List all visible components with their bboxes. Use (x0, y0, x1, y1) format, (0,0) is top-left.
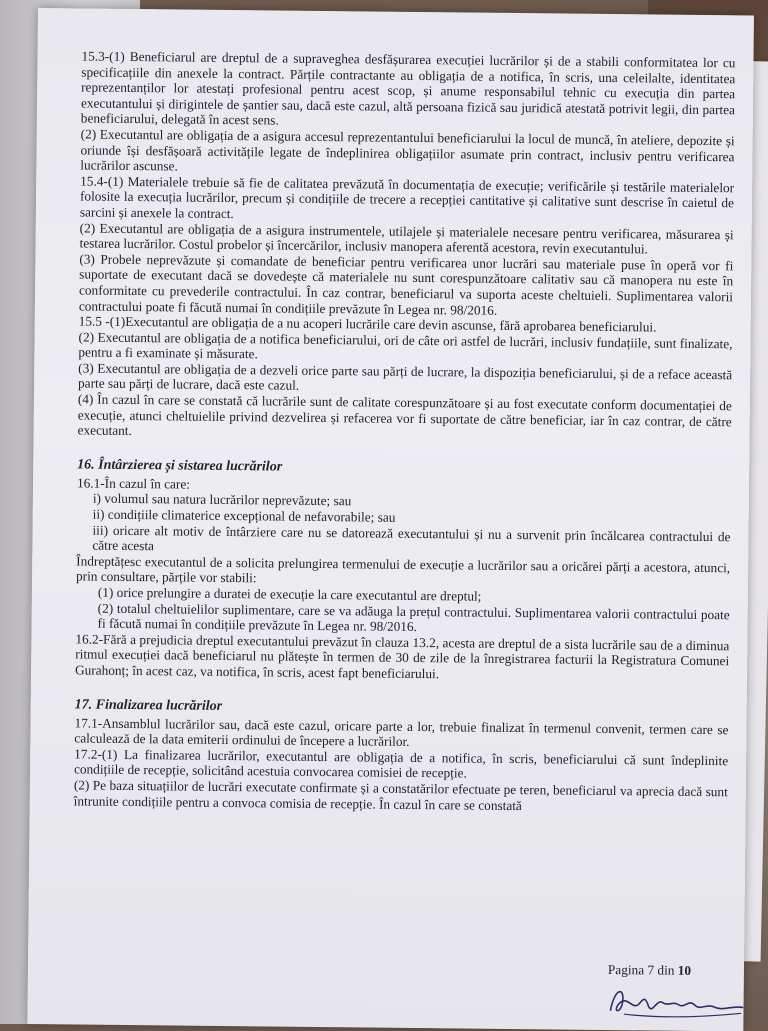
paragraph-15-5-4: (4) În cazul în care se constată că lucrările sunt de calitate corespunzătoare și au fost executate conform documentației de execuție, atunci cheltuielile privind dezvelirea și refacerea vor fi suportate de către beneficiar, iar în caz contrar, de către executant. (77, 391, 732, 439)
paragraph-16-1-body: Îndreptățesc executantul de a solicita prelungirea termenului de execuție a lucrărilor sau a oricărei părți a acestora, atunci, prin consultare, părțile vor stabili: (75, 553, 731, 586)
paragraph-17-1: 17.1-Ansamblul lucrărilor sau, dacă este cazul, oricare parte a lor, trebuie finalizat în termenul convenit, termen care se calculează de la data emiterii ordinului de începere a lucrărilor. (74, 714, 729, 750)
paragraph-16-2: 16.2-Fără a prejudicia dreptul executantului prevăzut în clauza 13.2, acesta are dreptul de a sista lucrările sau de a diminua ritmul execuției dacă beneficiarul nu plătește în termen de 30 de zile de la înregistrarea facturii la Registratura Comunei Gurahonț; în acest caz, va notifica, în scris, acest fapt beneficiarului. (74, 631, 730, 682)
paragraph-17-2-1: 17.2-(1) La finalizarea lucrărilor, executantul are obligația de a notifica, în scris, beneficiarului că sunt îndeplinite condițiile de recepție, solicitând acestuia convocarea comisiei de recepție. (73, 746, 729, 781)
paragraph-15-5-1: 15.5 -(1)Executantul are obligația de a nu acoperi lucrările care devin ascunse, fără aprobarea beneficiarului. (78, 313, 657, 335)
page-number-footer (608, 962, 691, 979)
page-label: Pagina (607, 962, 645, 978)
document-page (27, 8, 754, 1031)
list-item-16-2: (2) totalul cheltuielilor suplimentare, care se va adăuga la prețul contractului. Suplimentarea valorii contractului poate fi făcută numai în condițiile prevăzute în Legea nr. 98/2016. (97, 600, 730, 635)
handwritten-signature (602, 980, 752, 1022)
list-item-16-iii: iii) oricare alt motiv de întârziere care nu se datorează executantului și nu a survenit prin încălcarea contractului de către acesta (92, 522, 731, 554)
section-17-heading: 17. Finalizarea lucrărilor (74, 696, 223, 714)
paragraph-17-2-2: (2) Pe baza situațiilor de lucrări executate confirmate și a constatărilor efectuate pe teren, beneficiarul va aprecia dacă sunt întrunite condițiile pentru a convoca comisia de recepție. În cazul în care se constată (73, 777, 728, 813)
paragraph-15-4-1: 15.4-(1) Materialele trebuie să fie de calitatea prevăzută în documentația de execuție; verificările și testările materialelor folosite la execuția lucrărilor, precum și condițiile de trecere a recepției cantitative și calitative sunt descrise în caietul de sarcini și anexele la contract. (79, 173, 735, 221)
page-number: 7 (647, 962, 655, 978)
list-item-16-i: i) volumul sau natura lucrărilor neprevăzute; sau (92, 491, 352, 509)
paragraph-16-1-intro: 16.1-În cazul în care: (76, 475, 191, 492)
paragraph-15-3-1: 15.3-(1) Beneficiarul are dreptul de a supraveghea desfășurarea execuției lucrărilor și de a stabili conformitatea lor cu specificațiile din anexele la contract. Părțile contractante au obligația de a notifica, în scris, una celeilalte, identitatea reprezentanților lor atestați profesional pentru acest scop, și anume responsabilul tehnic cu execuția din partea executantului și dirigintele de șantier sau, dacă este cazul, altă persoana fizică sau juridică atestată potrivit legii, din partea beneficiarului, delegată în acest sens. (80, 48, 736, 128)
of-label: din (657, 962, 675, 978)
page-total: 10 (677, 962, 692, 978)
list-item-16-ii: ii) condițiile climaterice excepțional de nefavorabile; sau (92, 506, 396, 525)
list-item-16-1: (1) orice prelungire a duratei de execuție la care executantul are dreptul; (97, 584, 482, 604)
document-body (74, 48, 736, 815)
paragraph-15-3-2: (2) Executantul are obligația de a asigura accesul reprezentantului beneficiarului la locul de muncă, în ateliere, depozite și oriunde își desfășoară activitățile legate de îndeplinirea obligațiilor asumate prin contract, inclusiv pentru verificarea lucrărilor ascunse. (80, 126, 735, 174)
paragraph-15-5-2: (2) Executantul are obligația de a notifica beneficiarului, ori de câte ori astfel de lucrări, inclusiv fundațiile, sunt finalizate, pentru a fi examinate și măsurate. (78, 329, 733, 362)
paragraph-15-4-3: (3) Probele neprevăzute și comandate de beneficiar pentru verificarea unor lucrări sau materiale puse în operă vor fi suportate de executant dacă se dovedește că materialele nu sunt corespunzătoare calitativ sau că manopera nu este în conformitate cu prevederile contractului. În caz contrar, beneficiarul va suporta aceste cheltuieli. Suplimentarea valorii contractului poate fi făcută numai în condițiile prevăzute în Legea nr. 98/2016. (78, 251, 734, 318)
paragraph-15-4-2: (2) Executantul are obligația de a asigura instrumentele, utilajele și materialele necesare pentru verificarea, măsurarea și testarea lucrărilor. Costul probelor și încercărilor, inclusiv manopera aferentă acestora, revin executantului. (79, 219, 734, 257)
section-16-heading: 16. Întârzierea și sistarea lucrărilor (77, 457, 283, 475)
paragraph-15-5-3: (3) Executantul are obligația de a dezveli orice parte sau părți de lucrare, la dispoziția beneficiarului, și de a reface această parte sau părți de lucrare, dacă este cazul. (77, 360, 733, 394)
